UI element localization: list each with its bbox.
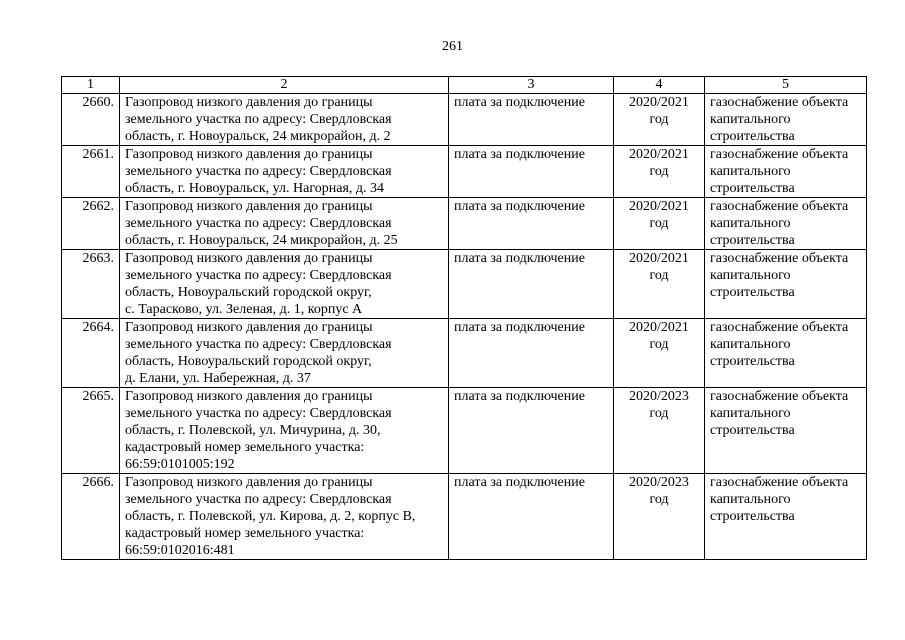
cell-text-line: земельного участка по адресу: Свердловская [125,164,392,179]
cell-text-line: капитального [710,337,791,352]
cell-text-line: газоснабжение объекта [710,199,849,214]
table-row [62,198,867,250]
purpose-cell [705,388,867,474]
cell-text-line: 2020/2021 [629,251,689,266]
cell-text-line: земельного участка по адресу: Свердловская [125,492,392,507]
cell-text-line: капитального [710,112,791,127]
cell-text-line: капитального [710,406,791,421]
funding-source-cell: плата за подключение [449,388,614,474]
cell-text-line: область, г. Полевской, ул. Мичурина, д. 30, [125,423,381,438]
cell-text-line: газоснабжение объекта [710,389,849,404]
cell-text-line: 2020/2021 [629,320,689,335]
cell-text-line: земельного участка по адресу: Свердловская [125,268,392,283]
cell-text-line: строительства [710,509,795,524]
period-cell [614,388,705,474]
period-cell [614,474,705,560]
description-cell [120,146,449,198]
cell-text-line: год [649,164,669,179]
table-row [62,94,867,146]
description-cell [120,198,449,250]
cell-text-line: Газопровод низкого давления до границы [125,320,373,335]
purpose-cell [705,250,867,319]
funding-source-cell: плата за подключение [449,474,614,560]
funding-source-cell: плата за подключение [449,146,614,198]
cell-text-line: область, Новоуральский городской округ, [125,285,372,300]
cell-text-line: капитального [710,164,791,179]
description-cell [120,319,449,388]
cell-text-line: строительства [710,423,795,438]
row-number-cell: 2666. [62,474,120,560]
purpose-cell [705,474,867,560]
funding-source-cell: плата за подключение [449,94,614,146]
row-number-cell: 2664. [62,319,120,388]
cell-text-line: Газопровод низкого давления до границы [125,95,373,110]
row-number-cell: 2665. [62,388,120,474]
period-cell [614,146,705,198]
cell-text-line: земельного участка по адресу: Свердловская [125,112,392,127]
table-row [62,146,867,198]
purpose-cell [705,198,867,250]
column-header: 3 [449,77,614,94]
table-row [62,474,867,560]
cell-text-line: земельного участка по адресу: Свердловская [125,337,392,352]
period-cell [614,319,705,388]
cell-text-line: д. Елани, ул. Набережная, д. 37 [125,371,311,386]
cell-text-line: 2020/2021 [629,95,689,110]
table-row [62,388,867,474]
page-number: 261 [442,39,463,54]
cell-text-line: год [649,216,669,231]
description-cell [120,388,449,474]
cell-text-line: Газопровод низкого давления до границы [125,199,373,214]
table-row [62,250,867,319]
column-header: 1 [62,77,120,94]
cell-text-line: Газопровод низкого давления до границы [125,389,373,404]
cell-text-line: газоснабжение объекта [710,320,849,335]
cell-text-line: год [649,268,669,283]
cell-text-line: земельного участка по адресу: Свердловская [125,216,392,231]
row-number-cell: 2662. [62,198,120,250]
cell-text-line: капитального [710,268,791,283]
cell-text-line: Газопровод низкого давления до границы [125,475,373,490]
cell-text-line: область, г. Полевской, ул. Кирова, д. 2, корпус В, [125,509,416,524]
period-cell [614,198,705,250]
row-number-cell: 2660. [62,94,120,146]
row-number-cell: 2661. [62,146,120,198]
cell-text-line: с. Тарасково, ул. Зеленая, д. 1, корпус А [125,302,363,317]
cell-text-line: 2020/2021 [629,147,689,162]
column-header: 5 [705,77,867,94]
cell-text-line: 2020/2021 [629,199,689,214]
cell-text-line: капитального [710,492,791,507]
cell-text-line: строительства [710,354,795,369]
cell-text-line: область, Новоуральский городской округ, [125,354,372,369]
table-row [62,319,867,388]
period-cell [614,94,705,146]
table-header-row [62,77,867,94]
cell-text-line: строительства [710,233,795,248]
funding-source-cell: плата за подключение [449,198,614,250]
purpose-cell [705,146,867,198]
column-header: 4 [614,77,705,94]
cell-text-line: 66:59:0101005:192 [125,457,235,472]
purpose-cell [705,319,867,388]
cell-text-line: область, г. Новоуральск, ул. Нагорная, д. 34 [125,181,385,196]
funding-source-cell: плата за подключение [449,319,614,388]
period-cell [614,250,705,319]
cell-text-line: год [649,492,669,507]
cell-text-line: 2020/2023 [629,389,689,404]
table-body [62,94,867,560]
description-cell [120,250,449,319]
cell-text-line: газоснабжение объекта [710,251,849,266]
cell-text-line: 66:59:0102016:481 [125,543,235,558]
purpose-cell [705,94,867,146]
row-number-cell: 2663. [62,250,120,319]
cell-text-line: год [649,406,669,421]
funding-source-cell: плата за подключение [449,250,614,319]
column-header: 2 [120,77,449,94]
cell-text-line: газоснабжение объекта [710,475,849,490]
description-cell [120,94,449,146]
cell-text-line: газоснабжение объекта [710,147,849,162]
cell-text-line: 2020/2023 [629,475,689,490]
cell-text-line: год [649,337,669,352]
cell-text-line: Газопровод низкого давления до границы [125,251,373,266]
cell-text-line: строительства [710,129,795,144]
cell-text-line: год [649,112,669,127]
cell-text-line: газоснабжение объекта [710,95,849,110]
cell-text-line: Газопровод низкого давления до границы [125,147,373,162]
cell-text-line: земельного участка по адресу: Свердловская [125,406,392,421]
cell-text-line: строительства [710,181,795,196]
cell-text-line: область, г. Новоуральск, 24 микрорайон, д. 2 [125,129,391,144]
cell-text-line: кадастровый номер земельного участка: [125,526,365,541]
projects-table [61,76,867,560]
cell-text-line: область, г. Новоуральск, 24 микрорайон, д. 25 [125,233,398,248]
cell-text-line: капитального [710,216,791,231]
cell-text-line: строительства [710,285,795,300]
cell-text-line: кадастровый номер земельного участка: [125,440,365,455]
description-cell [120,474,449,560]
